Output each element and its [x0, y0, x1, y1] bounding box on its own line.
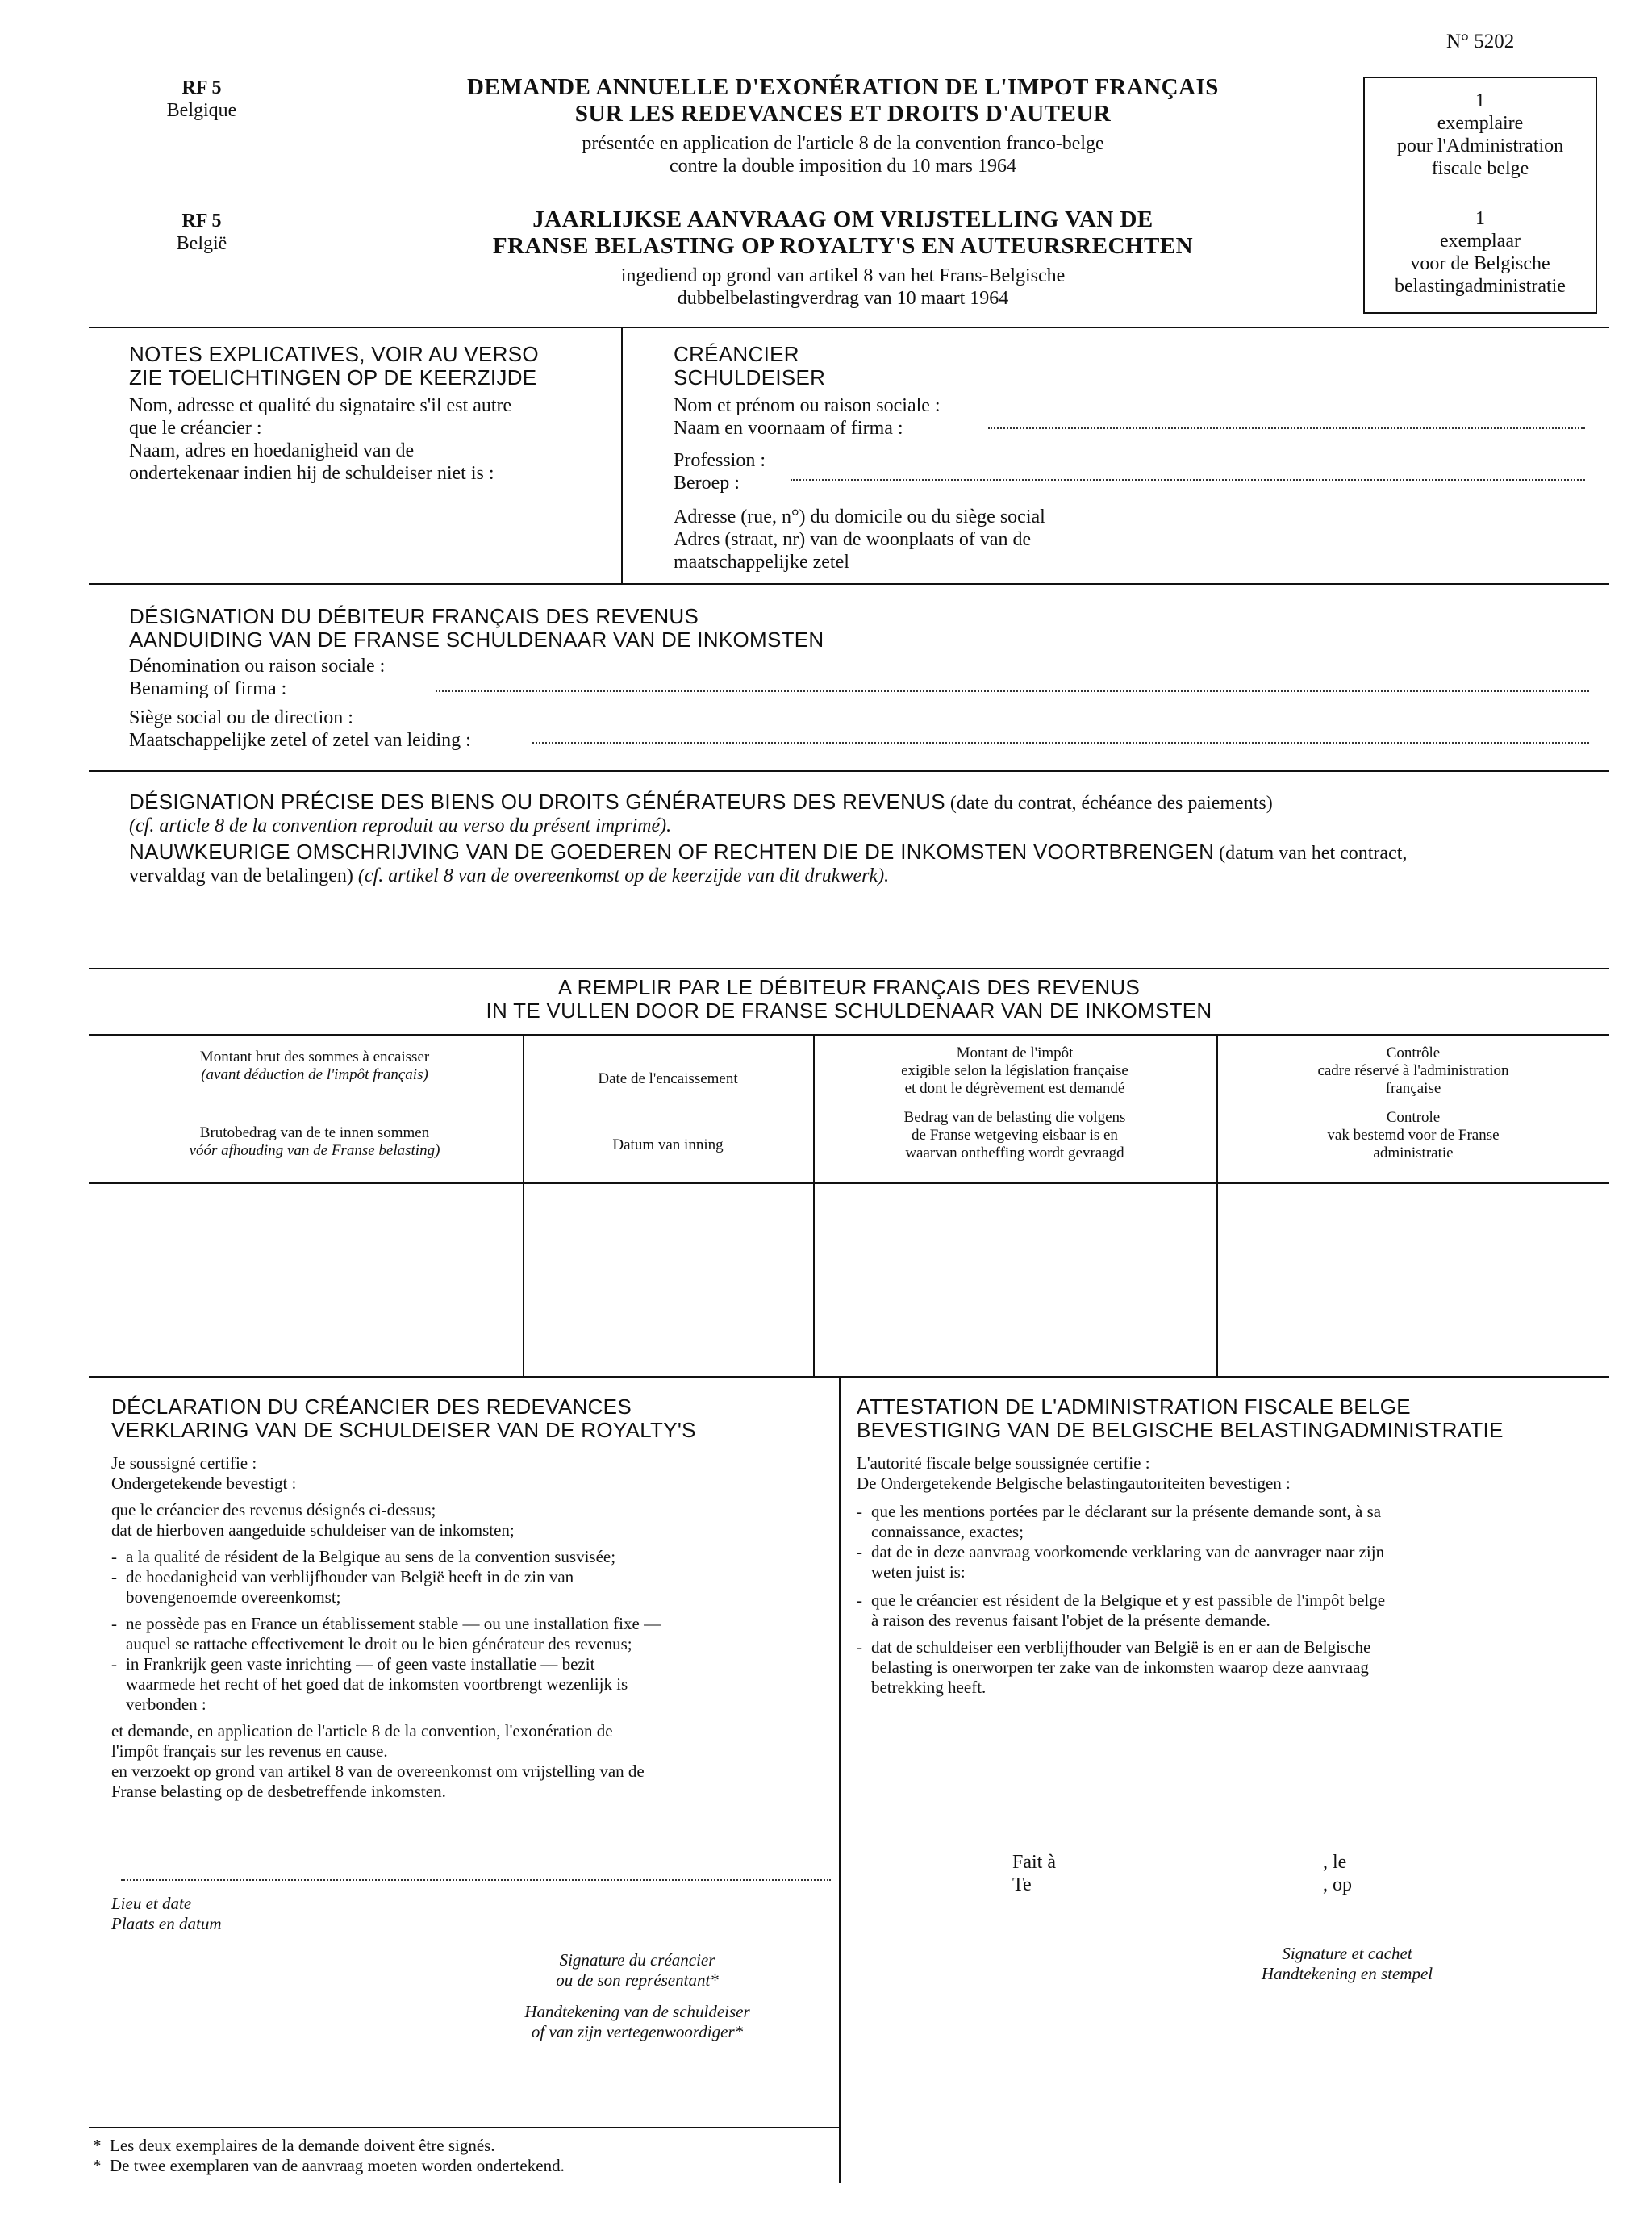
creditor-name-field[interactable] — [988, 427, 1585, 429]
declaration-section — [111, 1395, 829, 1802]
footnote-marker: * — [93, 2156, 102, 2175]
declaration-title-fr: DÉCLARATION DU CRÉANCIER DES REDEVANCES — [111, 1395, 632, 1419]
debtor-denomination-label-fr: Dénomination ou raison sociale : — [129, 656, 386, 677]
column-label-nl: vóór afhouding van de Franse belasting) — [189, 1142, 440, 1159]
copy-count-fr: 1 — [1475, 90, 1485, 111]
title-fr-line1: DEMANDE ANNUELLE D'EXONÉRATION DE L'IMPOT FRANÇAIS — [467, 74, 1219, 100]
place-label-nl: Te — [1012, 1874, 1032, 1895]
creditor-title-nl: SCHULDEISER — [674, 365, 826, 390]
column-label-nl: Bedrag van de belasting die volgens — [903, 1109, 1126, 1126]
title-nl-line1: JAARLIJKSE AANVRAAG OM VRIJSTELLING VAN DE — [532, 206, 1153, 232]
declaration-text: que le créancier des revenus désignés ci-dessus; — [111, 1500, 436, 1520]
column-label-fr: cadre réservé à l'administration — [1317, 1062, 1509, 1079]
copy-label-nl: belastingadministratie — [1395, 276, 1566, 297]
copy-label-fr: fiscale belge — [1431, 158, 1529, 179]
copy-label-nl: voor de Belgische — [1410, 253, 1550, 274]
date-label — [1323, 1851, 1352, 1896]
copy-count-nl: 1 — [1475, 208, 1485, 229]
attestation-date-field[interactable] — [1371, 1851, 1597, 1896]
declaration-bullet-cont: bovengenoemde overeenkomst; — [126, 1587, 341, 1607]
declaration-text: Franse belasting op de desbetreffende inkomsten. — [111, 1782, 446, 1801]
goods-reference-fr: (cf. article 8 de la convention reproduit au verso du présent imprimé). — [129, 815, 672, 836]
table-title-fr: A REMPLIR PAR LE DÉBITEUR FRANÇAIS DES REVENUS — [557, 975, 1141, 999]
declaration-bullet-cont: auquel se rattache effectivement le droit ou le bien générateur des revenus; — [126, 1634, 632, 1653]
table-title-nl: IN TE VULLEN DOOR DE FRANSE SCHULDENAAR VAN DE INKOMSTEN — [486, 999, 1212, 1023]
date-label-fr: , le — [1323, 1852, 1347, 1873]
divider — [621, 327, 623, 583]
debtor-seat-label-fr: Siège social ou de direction : — [129, 707, 353, 728]
footnote-marker: * — [93, 2136, 102, 2155]
attestation-title-nl: BEVESTIGING VAN DE BELGISCHE BELASTINGADMINISTRATIE — [857, 1418, 1504, 1442]
title-block-nl — [347, 206, 1339, 310]
divider — [89, 1376, 1609, 1378]
attestation-bullet-cont: connaissance, exactes; — [871, 1522, 1024, 1541]
table-input-cell-control[interactable] — [1218, 1184, 1608, 1374]
debtor-denomination-label-nl: Benaming of firma : — [129, 678, 287, 699]
table-input-cell-gross-amount[interactable] — [90, 1184, 521, 1374]
creditor-section — [674, 343, 1601, 573]
declaration-bullet: - ne possède pas en France un établissement stable — ou une installation fixe — — [111, 1614, 829, 1634]
divider — [89, 2127, 839, 2128]
country-label: België — [176, 233, 227, 254]
declaration-bullet-cont: verbonden : — [126, 1695, 206, 1714]
subtitle-fr-line1: présentée en application de l'article 8 de la convention franco-belge — [582, 133, 1104, 154]
notes-title-fr: NOTES EXPLICATIVES, VOIR AU VERSO — [129, 342, 539, 366]
place-label — [1012, 1851, 1056, 1896]
rf-label: RF 5 — [181, 77, 222, 98]
creditor-address-label-fr: Adresse (rue, n°) du domicile ou du siège social — [674, 507, 1045, 527]
declaration-bullet: - a la qualité de résident de la Belgique au sens de la convention susvisée; — [111, 1547, 829, 1567]
creditor-profession-label-nl: Beroep : — [674, 473, 740, 494]
attestation-bullet: - que les mentions portées par le déclarant sur la présente demande sont, à sa — [857, 1502, 1607, 1522]
table-input-cell-collection-date[interactable] — [524, 1184, 811, 1374]
declaration-text: l'impôt français sur les revenus en cause. — [111, 1741, 388, 1761]
title-fr-line2: SUR LES REDEVANCES ET DROITS D'AUTEUR — [574, 101, 1112, 127]
debtor-denomination-field[interactable] — [436, 690, 1589, 692]
divider — [89, 968, 1609, 969]
debtor-seat-field[interactable] — [532, 742, 1589, 744]
footnotes — [93, 2136, 819, 2176]
declaration-text: dat de hierboven aangeduide schuldeiser van de inkomsten; — [111, 1520, 515, 1540]
signatory-label-fr: Nom, adresse et qualité du signataire s'il est autre — [129, 395, 512, 416]
creditor-signature-area[interactable] — [452, 2032, 823, 2129]
table-header-cell — [815, 1044, 1215, 1162]
column-label-fr: française — [1385, 1080, 1441, 1097]
divider — [89, 770, 1609, 772]
copy-label-nl: exemplaar — [1440, 231, 1521, 252]
footnote-fr: Les deux exemplaires de la demande doivent être signés. — [110, 2136, 495, 2155]
rf-code-nl — [145, 210, 258, 255]
column-label-nl: Datum van inning — [612, 1136, 724, 1153]
creditor-name-label-fr: Nom et prénom ou raison sociale : — [674, 395, 941, 416]
column-label-fr: Montant brut des sommes à encaisser — [199, 1049, 430, 1065]
attestation-bullet: - dat de in deze aanvraag voorkomende verklaring van de aanvrager naar zijn — [857, 1542, 1607, 1562]
attestation-bullet-cont: betrekking heeft. — [871, 1678, 987, 1697]
copy-label-fr: exemplaire — [1437, 113, 1524, 134]
divider — [89, 1034, 1609, 1036]
subtitle-nl-line2: dubbelbelastingverdrag van 10 maart 1964 — [677, 288, 1009, 309]
attestation-section — [857, 1395, 1607, 1698]
signature-label-nl: Handtekening van de schuldeiser — [524, 2002, 750, 2021]
goods-title-nl: NAUWKEURIGE OMSCHRIJVING VAN DE GOEDEREN OF RECHTEN DIE DE INKOMSTEN VOORTBRENGEN — [129, 840, 1215, 864]
goods-nl-continuation: vervaldag van de betalingen) — [129, 865, 353, 886]
rf-label: RF 5 — [181, 211, 222, 231]
column-label-fr: exigible selon la législation française — [901, 1062, 1128, 1079]
place-date-label-fr: Lieu et date — [111, 1894, 192, 1913]
declaration-title-nl: VERKLARING VAN DE SCHULDEISER VAN DE ROYALTY'S — [111, 1418, 696, 1442]
signatory-label-nl: ondertekenaar indien hij de schuldeiser niet is : — [129, 463, 494, 484]
attestation-bullet-cont: à raison des revenus faisant l'objet de la présente demande. — [871, 1611, 1270, 1630]
column-label-nl: waarvan ontheffing wordt gevraagd — [905, 1144, 1124, 1161]
attestation-text: De Ondergetekende Belgische belastingautoriteiten bevestigen : — [857, 1474, 1291, 1493]
goods-section — [129, 790, 1605, 887]
attestation-bullet: - dat de schuldeiser een verblijfhouder van België is en er aan de Belgische — [857, 1637, 1607, 1657]
signatory-label-fr: que le créancier : — [129, 418, 262, 439]
creditor-title-fr: CRÉANCIER — [674, 342, 799, 366]
divider — [89, 583, 1609, 585]
place-date-label — [111, 1894, 222, 1934]
debtor-section — [129, 605, 1597, 752]
signature-label-fr: Signature du créancier — [559, 1950, 715, 1970]
column-label-nl: administratie — [1373, 1144, 1454, 1161]
place-label-fr: Fait à — [1012, 1852, 1056, 1873]
copy-box — [1363, 77, 1597, 314]
signatory-label-nl: Naam, adres en hoedanigheid van de — [129, 440, 415, 461]
divider — [89, 327, 1609, 328]
table-header-cell — [121, 1049, 508, 1160]
attestation-bullet: - que le créancier est résident de la Belgique et y est passible de l'impôt belge — [857, 1591, 1607, 1611]
creditor-signature-label — [452, 1950, 823, 2042]
attestation-place-field[interactable] — [1081, 1851, 1323, 1896]
goods-title-fr: DÉSIGNATION PRÉCISE DES BIENS OU DROITS GÉNÉRATEURS DES REVENUS — [129, 790, 945, 814]
goods-reference-nl: (cf. artikel 8 van de overeenkomst op de keerzijde van dit drukwerk). — [357, 865, 890, 886]
title-block-fr — [347, 74, 1339, 177]
creditor-name-label-nl: Naam en voornaam of firma : — [674, 418, 903, 439]
notes-section — [129, 343, 613, 485]
attestation-text: L'autorité fiscale belge soussignée certifie : — [857, 1453, 1150, 1473]
declaration-bullet: - de hoedanigheid van verblijfhouder van België heeft in de zin van — [111, 1567, 829, 1587]
creditor-address-label-nl: maatschappelijke zetel — [674, 552, 849, 573]
footnote-nl: De twee exemplaren van de aanvraag moeten worden ondertekend. — [110, 2156, 565, 2175]
signature-label-nl: Handtekening en stempel — [1261, 1964, 1433, 1983]
creditor-address-label-nl: Adres (straat, nr) van de woonplaats of van de — [674, 529, 1032, 550]
goods-title-nl-note: (datum van het contract, — [1219, 843, 1408, 864]
declaration-bullet: - in Frankrijk geen vaste inrichting — of geen vaste installatie — bezit — [111, 1654, 829, 1674]
declaration-bullet-cont: waarmede het recht of het goed dat de inkomsten voortbrengt wezenlijk is — [126, 1674, 628, 1694]
column-label-nl: Controle — [1386, 1109, 1441, 1126]
column-label-fr: et dont le dégrèvement est demandé — [904, 1080, 1125, 1097]
signature-label-fr: ou de son représentant* — [556, 1970, 719, 1990]
signature-label-nl: of van zijn vertegenwoordiger* — [531, 2022, 744, 2041]
country-label: Belgique — [166, 100, 237, 121]
goods-title-fr-note: (date du contrat, échéance des paiements) — [949, 793, 1273, 814]
divider — [839, 1376, 841, 2183]
subtitle-nl-line1: ingediend op grond van artikel 8 van het Frans-Belgische — [620, 265, 1066, 286]
declaration-text: en verzoekt op grond van artikel 8 van de overeenkomst om vrijstelling van de — [111, 1761, 645, 1781]
debtor-title-nl: AANDUIDING VAN DE FRANSE SCHULDENAAR VAN DE INKOMSTEN — [129, 627, 824, 652]
attestation-signature-area[interactable] — [1194, 2000, 1500, 2121]
notes-title-nl: ZIE TOELICHTINGEN OP DE KEERZIJDE — [129, 365, 537, 390]
attestation-title-fr: ATTESTATION DE L'ADMINISTRATION FISCALE BELGE — [857, 1395, 1411, 1419]
rf-code-fr — [145, 77, 258, 122]
title-nl-line2: FRANSE BELASTING OP ROYALTY'S EN AUTEURSRECHTEN — [492, 233, 1194, 259]
table-input-cell-tax-amount[interactable] — [815, 1184, 1215, 1374]
table-header-cell — [524, 1070, 811, 1154]
column-label-fr: Date de l'encaissement — [598, 1070, 738, 1087]
place-date-label-nl: Plaats en datum — [111, 1914, 222, 1933]
creditor-profession-field[interactable] — [791, 479, 1585, 481]
signature-label-fr: Signature et cachet — [1282, 1944, 1412, 1963]
column-label-fr: Montant de l'impôt — [956, 1044, 1074, 1061]
date-label-nl: , op — [1323, 1874, 1352, 1895]
copy-label-fr: pour l'Administration — [1396, 135, 1564, 156]
column-label-fr: Contrôle — [1386, 1044, 1441, 1061]
debtor-title-fr: DÉSIGNATION DU DÉBITEUR FRANÇAIS DES REVENUS — [129, 604, 699, 628]
column-label-nl: vak bestemd voor de Franse — [1327, 1127, 1500, 1144]
declaration-text: Ondergetekende bevestigt : — [111, 1474, 297, 1493]
table-title — [89, 976, 1609, 1023]
table-header-cell — [1218, 1044, 1608, 1162]
attestation-bullet-cont: belasting is onerworpen ter zake van de inkomsten waarop deze aanvraag — [871, 1657, 1369, 1677]
declaration-text: Je soussigné certifie : — [111, 1453, 257, 1473]
debtor-seat-label-nl: Maatschappelijke zetel of zetel van leiding : — [129, 730, 471, 751]
column-label-nl: de Franse wetgeving eisbaar is en — [912, 1127, 1118, 1144]
column-label-nl: Brutobedrag van de te innen sommen — [199, 1124, 430, 1141]
creditor-profession-label-fr: Profession : — [674, 450, 766, 471]
place-date-field[interactable] — [121, 1879, 831, 1881]
form-number: N° 5202 — [1446, 31, 1515, 52]
attestation-signature-label — [1194, 1944, 1500, 1984]
subtitle-fr-line2: contre la double imposition du 10 mars 1964 — [670, 156, 1016, 177]
declaration-text: et demande, en application de l'article 8 de la convention, l'exonération de — [111, 1721, 613, 1741]
attestation-bullet-cont: weten juist is: — [871, 1562, 966, 1582]
column-label-fr: (avant déduction de l'impôt français) — [201, 1066, 428, 1083]
